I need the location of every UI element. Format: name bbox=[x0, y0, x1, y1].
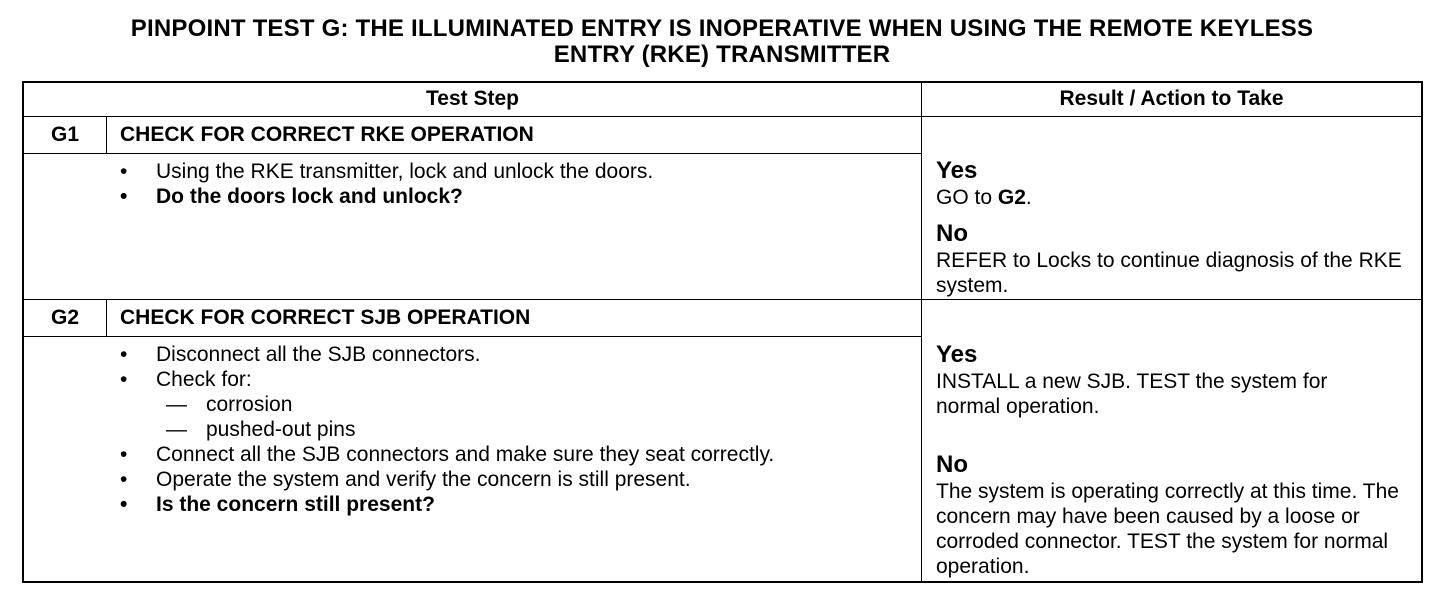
instruction-item: • Connect all the SJB connectors and make sure they seat correctly. bbox=[120, 443, 775, 466]
instruction-subitem: — corrosion bbox=[166, 393, 293, 416]
header-result-action: Result / Action to Take bbox=[1059, 87, 1284, 110]
step-instructions bbox=[116, 342, 856, 517]
g2-id-divider bbox=[106, 300, 107, 336]
no-action: The system is operating correctly at this time. The concern may have been caused by a loose or corroded connector. TEST the system for normal operation. bbox=[936, 480, 1399, 578]
column-divider bbox=[921, 83, 922, 581]
instruction-subitem: — pushed-out pins bbox=[166, 418, 356, 441]
title-line-1: PINPOINT TEST G: THE ILLUMINATED ENTRY IS INOPERATIVE WHEN USING THE REMOTE KEYLESS bbox=[130, 15, 1314, 42]
instruction-item: • Operate the system and verify the concern is still present. bbox=[120, 468, 691, 491]
pinpoint-test-table bbox=[22, 81, 1423, 583]
step-id: G1 bbox=[50, 123, 79, 146]
step-instructions bbox=[116, 159, 653, 209]
instruction-question: • Do the doors lock and unlock? bbox=[120, 185, 463, 208]
header-test-step: Test Step bbox=[426, 87, 519, 110]
step-result bbox=[936, 341, 1416, 579]
g2-title-divider bbox=[24, 336, 922, 337]
instruction-item: • Check for: bbox=[120, 368, 252, 391]
instruction-item: • Disconnect all the SJB connectors. bbox=[120, 343, 481, 366]
no-label: No bbox=[936, 220, 968, 247]
step-title: CHECK FOR CORRECT RKE OPERATION bbox=[120, 123, 534, 146]
document-title bbox=[0, 16, 1444, 68]
title-line-2: ENTRY (RKE) TRANSMITTER bbox=[553, 41, 891, 68]
g1-id-divider bbox=[106, 117, 107, 153]
step-reference: G2 bbox=[997, 186, 1026, 209]
g1-g2-divider bbox=[24, 299, 1421, 300]
header-divider bbox=[24, 116, 1421, 117]
instruction-question: • Is the concern still present? bbox=[120, 493, 435, 516]
yes-label: Yes bbox=[936, 341, 978, 368]
g1-title-divider bbox=[24, 153, 922, 154]
no-action: REFER to Locks to continue diagnosis of the RKE system. bbox=[936, 249, 1402, 297]
step-id: G2 bbox=[50, 306, 79, 329]
yes-action: GO to G2. bbox=[936, 186, 1032, 209]
step-title: CHECK FOR CORRECT SJB OPERATION bbox=[120, 306, 531, 329]
yes-label: Yes bbox=[936, 157, 978, 184]
no-label: No bbox=[936, 451, 968, 478]
instruction-item: • Using the RKE transmitter, lock and unlock the doors. bbox=[120, 160, 654, 183]
yes-action: INSTALL a new SJB. TEST the system for normal operation. bbox=[936, 370, 1328, 418]
step-result bbox=[936, 157, 1416, 298]
